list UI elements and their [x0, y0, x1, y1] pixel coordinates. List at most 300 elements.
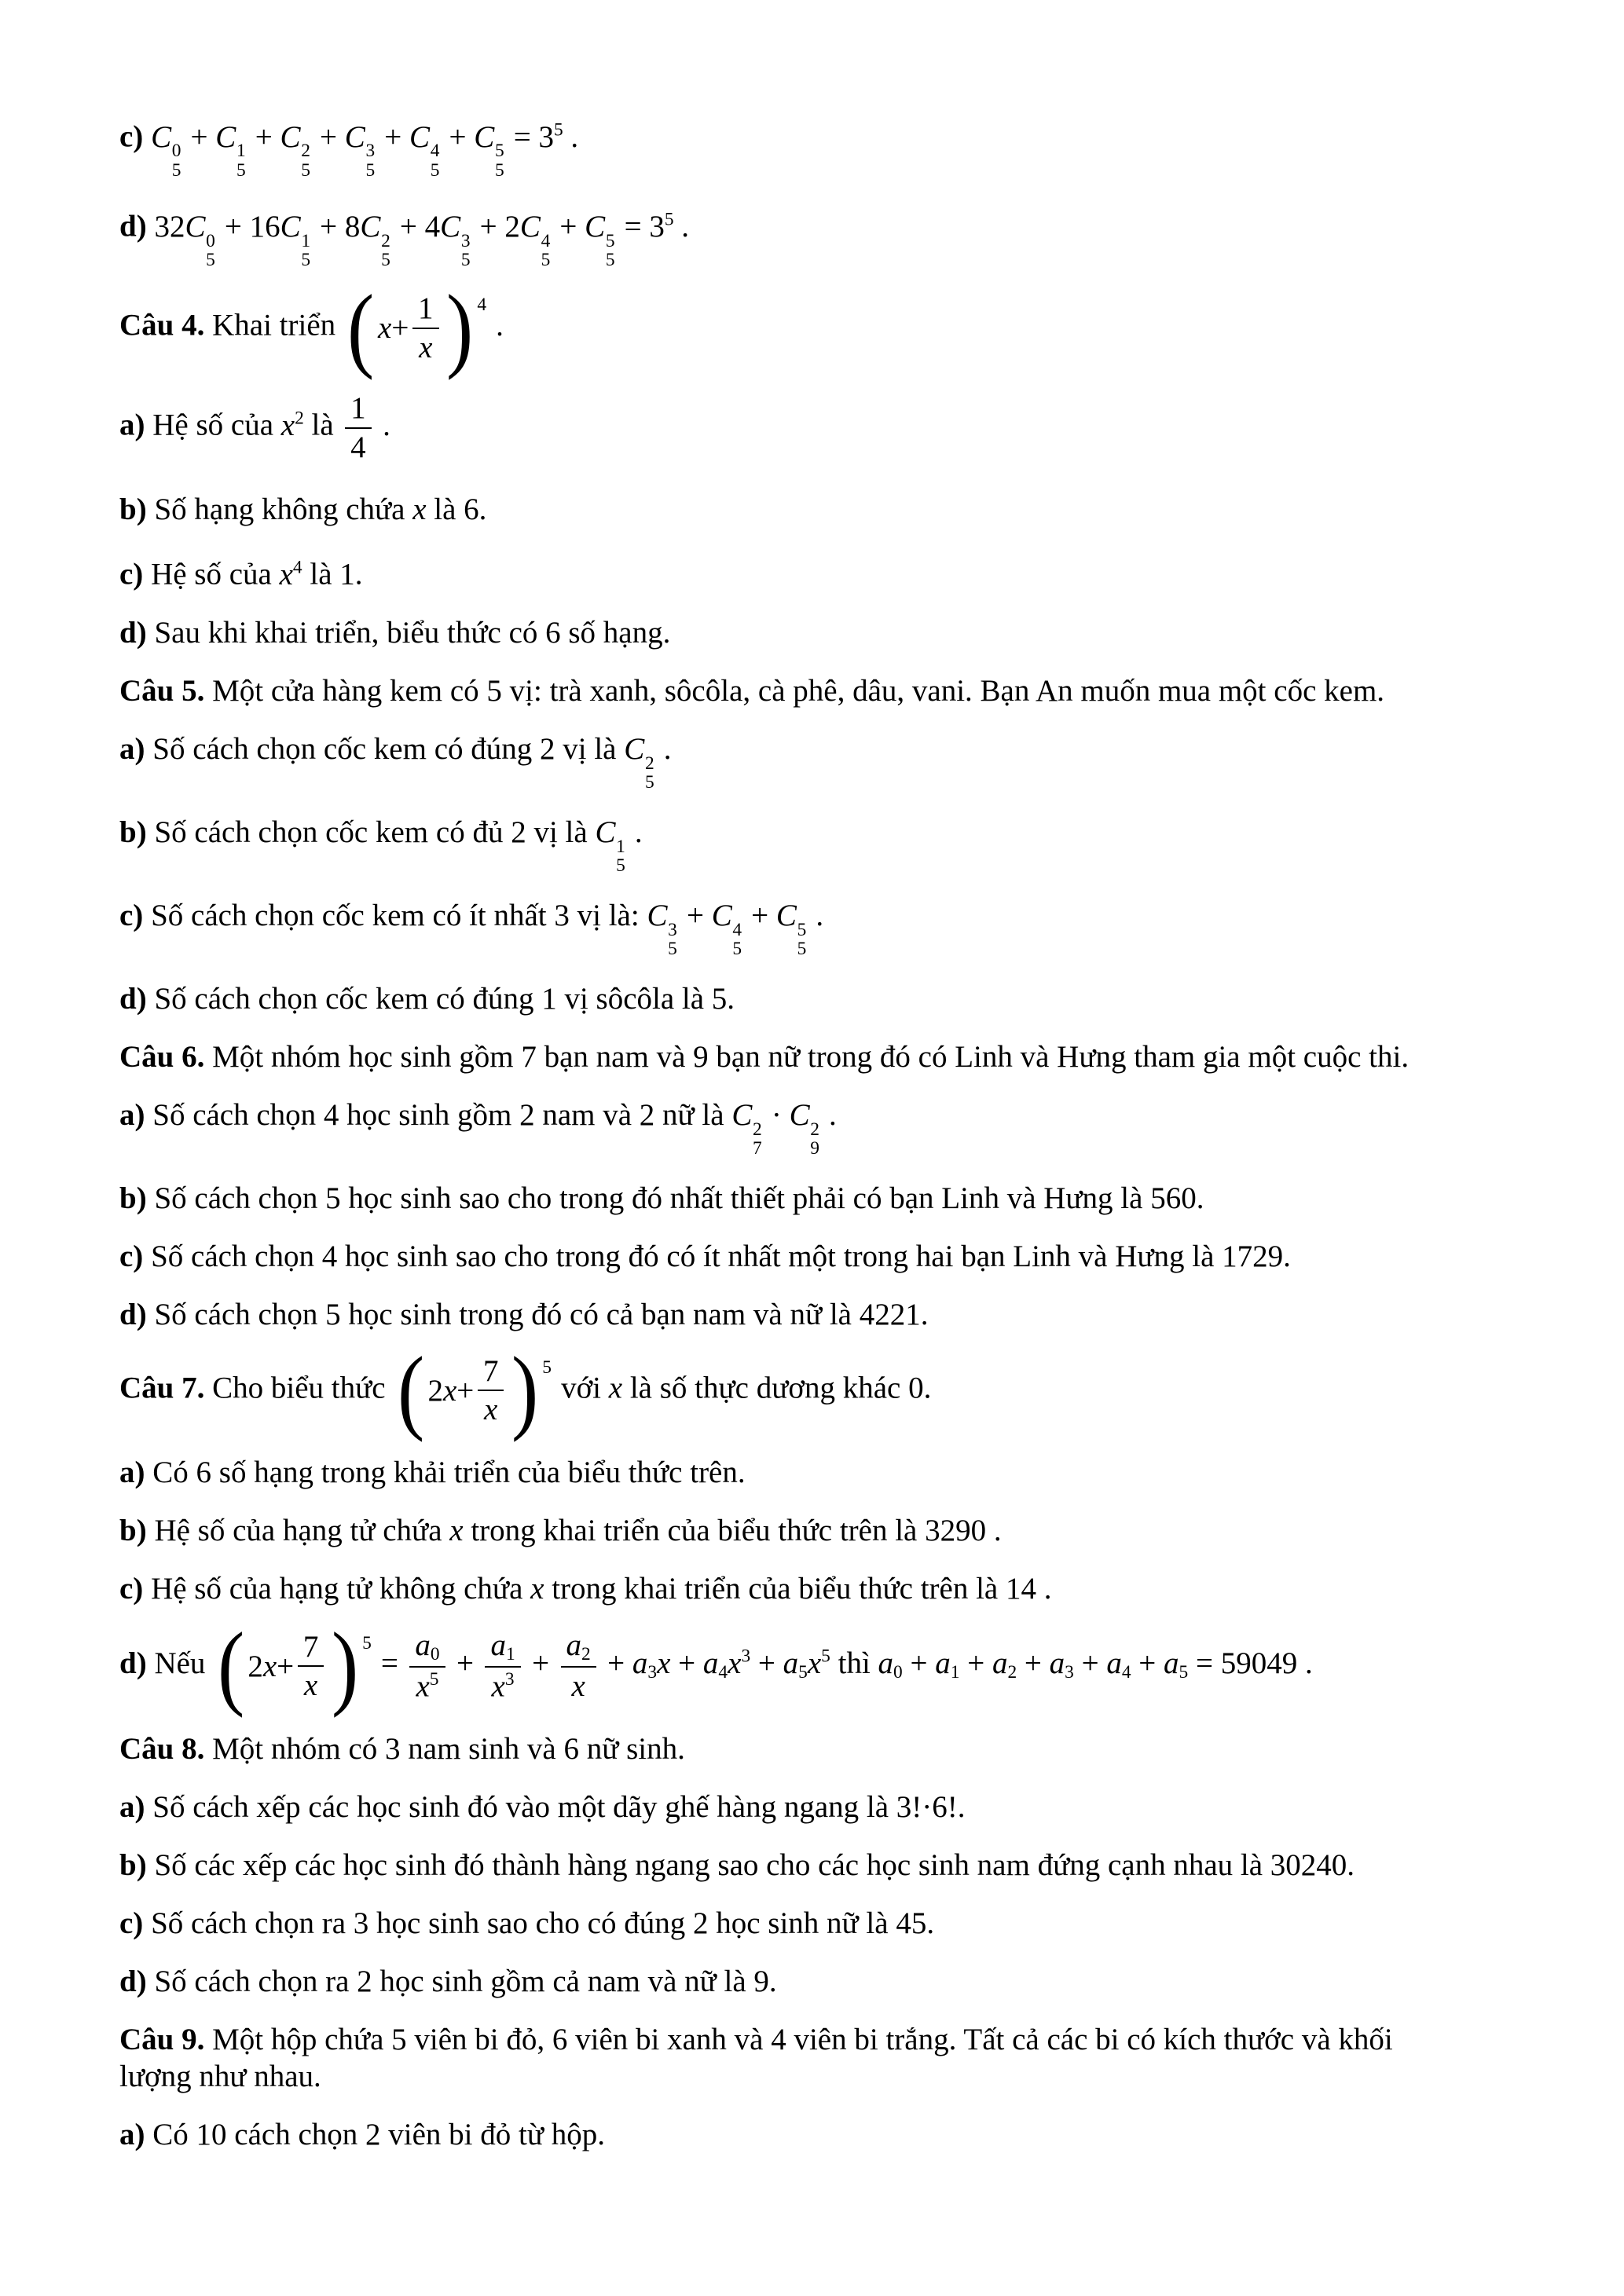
sub-index: 9 [810, 1138, 819, 1159]
label-bold: Câu 5. [119, 673, 205, 708]
sub-index: 5 [460, 250, 471, 271]
math-var: a [702, 1646, 719, 1681]
label-bold: b) [119, 1181, 155, 1215]
subscript: 1 [950, 1661, 960, 1683]
math-text: + [449, 1646, 482, 1681]
text-run: Số cách chọn cốc kem có đúng 1 vị sôcôla là 5. [154, 981, 735, 1016]
text-run: Một nhóm có 3 nam sinh và 6 nữ sinh. [204, 1732, 685, 1767]
label-bold: Câu 8. [119, 1732, 205, 1767]
label-bold: d) [119, 615, 155, 650]
math-run [341, 391, 390, 464]
subscript: 3 [647, 1661, 658, 1683]
math-var: C [585, 209, 606, 244]
math-run [393, 1338, 553, 1444]
cau4-a [119, 391, 1516, 464]
subscript: 0 [893, 1661, 903, 1683]
stacked-indices [753, 1120, 762, 1159]
math-text: + [391, 311, 409, 346]
denominator [345, 429, 372, 465]
math-run [449, 1514, 463, 1547]
stacked-indices [301, 232, 310, 270]
math-text: + [552, 209, 585, 244]
math-run [609, 1371, 622, 1404]
math-run [530, 1572, 544, 1606]
math-text: + 2 [471, 209, 520, 244]
label-bold: a) [119, 1456, 153, 1490]
cau6-d [119, 1296, 1516, 1333]
sub-index: 5 [616, 855, 625, 877]
sub-index: 5 [236, 159, 246, 181]
math-var: x [728, 1646, 742, 1681]
paren-exponent: 5 [542, 1357, 552, 1378]
stacked-indices [236, 141, 246, 180]
math-text: 4 [350, 430, 366, 464]
denominator [485, 1668, 520, 1704]
math-var: x [419, 330, 433, 364]
math-var: x [303, 1668, 318, 1703]
label-bold: Câu 7. [119, 1371, 205, 1405]
label-bold: c) [119, 1906, 152, 1941]
math-var: x [416, 1669, 430, 1704]
label-bold: a) [119, 1790, 153, 1825]
math-var: x [491, 1669, 505, 1704]
math-run [412, 493, 426, 526]
label-bold: b) [119, 1514, 155, 1548]
cau7-a [119, 1454, 1516, 1491]
stacked-indices [732, 921, 742, 959]
stmt-c [119, 112, 1516, 180]
math-var: a [878, 1646, 894, 1681]
cau8-b [119, 1847, 1516, 1884]
stacked-indices [606, 232, 615, 270]
sub-index: 5 [171, 159, 181, 181]
sub-index: 5 [668, 939, 677, 960]
math-text: + 8 [312, 209, 361, 244]
sup-index: 2 [301, 141, 310, 162]
fraction [412, 291, 439, 364]
text-run: Sau khi khai triển, biểu thức có 6 số hạng. [154, 615, 671, 650]
math-var: C [519, 209, 541, 244]
paren-content [247, 1630, 328, 1703]
math-var: C [624, 731, 645, 766]
math-text: + 4 [392, 209, 441, 244]
math-var: x [279, 557, 293, 591]
paren-group: ( 2 x + $\frac{7}{x}$ ) 5 [217, 1613, 372, 1719]
math-var: C [360, 209, 381, 244]
label-bold: d) [119, 209, 155, 244]
math-var: a [1106, 1646, 1122, 1681]
label-bold: d) [119, 981, 155, 1016]
text-run: Một cửa hàng kem có 5 vị: trà xanh, sôcôla, cà phê, dâu, vani. Bạn An muốn mua một cốc kem. [204, 673, 1385, 708]
text-run: Có 6 số hạng trong khải triển của biểu thức trên. [152, 1456, 746, 1490]
subscript: 2 [581, 1644, 591, 1665]
stacked-indices [616, 837, 625, 876]
paren-exponent: 5 [362, 1632, 372, 1653]
math-run [595, 815, 643, 877]
sup-index: 4 [732, 919, 742, 940]
math-var: C [440, 209, 461, 244]
math-var: a [935, 1646, 951, 1681]
sup-index: 1 [616, 836, 625, 857]
text-run: với [553, 1371, 609, 1405]
math-run [647, 898, 824, 960]
label-bold: b) [119, 1848, 155, 1883]
text-run: Số hạng không chứa [154, 493, 413, 527]
math-text: + 16 [217, 209, 280, 244]
cau5-c [119, 897, 1516, 959]
text-run: Hệ số của hạng tử không chứa [151, 1572, 531, 1606]
label-bold: c) [119, 898, 152, 932]
math-var: x [412, 493, 427, 527]
math-text: . [821, 1097, 837, 1132]
denominator [409, 1668, 445, 1704]
math-text: + [1017, 1646, 1050, 1681]
cau8-c [119, 1905, 1516, 1942]
math-var: C [280, 209, 301, 244]
math-text: . [627, 815, 643, 849]
sup-index: 5 [494, 141, 504, 162]
text-run: trong khai triển của biểu thức trên là 3290 . [463, 1514, 1002, 1548]
label-bold: Câu 4. [119, 308, 205, 342]
math-text: + [1131, 1646, 1164, 1681]
numerator [478, 1354, 504, 1392]
sub-index: 7 [753, 1138, 762, 1159]
subscript: 5 [1179, 1661, 1189, 1683]
math-text: + [182, 119, 216, 154]
math-text: . [808, 898, 824, 932]
math-run [213, 1613, 830, 1719]
label-bold: b) [119, 815, 155, 849]
denominator [412, 329, 439, 365]
text-run: Số cách chọn cốc kem có đủ 2 vị là [154, 815, 596, 849]
stacked-indices [301, 141, 310, 180]
text-run: trong khai triển của biểu thức trên là 14 . [544, 1572, 1052, 1606]
stacked-indices [206, 232, 215, 270]
numerator [561, 1628, 596, 1668]
text-run: Số cách chọn ra 3 học sinh sao cho có đúng 2 học sinh nữ là 45. [151, 1906, 935, 1941]
stacked-indices [797, 921, 807, 959]
cau6-title [119, 1038, 1516, 1075]
fraction [409, 1628, 445, 1704]
numerator [485, 1628, 520, 1668]
math-var: C [647, 898, 668, 932]
math-text: . [488, 308, 504, 342]
sup-index: 2 [381, 230, 390, 251]
text-run: Số các xếp các học sinh đó thành hàng ngang sao cho các học sinh nam đứng cạnh nhau là 30240. [154, 1848, 1355, 1883]
math-var: a [490, 1628, 506, 1663]
numerator [409, 1628, 445, 1668]
text-run: Hệ số của [152, 408, 281, 442]
stacked-indices [541, 232, 551, 270]
fraction [485, 1628, 520, 1704]
math-text: = 3 [505, 119, 554, 154]
text-run: Một hộp chứa 5 viên bi đỏ, 6 viên bi xanh và 4 viên bi trắng. Tất cả các bi có kích thước và khối [204, 2023, 1393, 2057]
superscript: 4 [292, 557, 302, 578]
sup-index: 4 [541, 230, 551, 251]
cau8-a [119, 1789, 1516, 1825]
text-run: Hệ số của hạng tử chứa [154, 1514, 450, 1548]
math-run [281, 408, 304, 442]
paren-content [378, 291, 442, 364]
text-run: Nếu [154, 1646, 214, 1681]
sub-index: 5 [732, 939, 742, 960]
math-run [731, 1097, 837, 1159]
cau9-title [119, 2021, 1516, 2095]
math-var: C [151, 119, 172, 154]
denominator [298, 1667, 324, 1703]
label-bold: Câu 9. [119, 2023, 205, 2057]
superscript: 5 [553, 119, 563, 140]
label-bold: c) [119, 557, 152, 591]
cau7-title [119, 1338, 1516, 1444]
math-text: + [902, 1646, 936, 1681]
math-text: 32 [154, 209, 185, 244]
label-bold: c) [119, 119, 152, 154]
text-run: Số cách chọn 5 học sinh trong đó có cả bạn nam và nữ là 4221. [154, 1297, 929, 1331]
math-var: x [571, 1669, 585, 1704]
cau5-b [119, 814, 1516, 876]
text-run: Hệ số của [151, 557, 280, 591]
stacked-indices [810, 1120, 819, 1159]
stacked-indices [461, 232, 471, 270]
math-text: + [679, 898, 712, 932]
cau5-d [119, 980, 1516, 1017]
cau6-b [119, 1180, 1516, 1217]
fraction [561, 1628, 596, 1704]
math-text: + [750, 1646, 783, 1681]
numerator [412, 291, 439, 329]
numerator [345, 391, 372, 429]
math-var: x [442, 1373, 457, 1408]
subscript: 2 [1007, 1661, 1017, 1683]
math-text: + [1073, 1646, 1107, 1681]
math-text: + [312, 119, 345, 154]
label-bold: Câu 6. [119, 1039, 205, 1074]
superscript: 3 [741, 1646, 751, 1667]
cau4-b [119, 491, 1516, 528]
math-run [280, 558, 302, 591]
sup-index: 5 [605, 230, 615, 251]
math-var: a [992, 1646, 1008, 1681]
sup-index: 1 [236, 141, 246, 162]
math-text: + [959, 1646, 992, 1681]
label-bold: d) [119, 1646, 155, 1681]
stacked-indices [381, 232, 390, 270]
text-run: lượng như nhau. [119, 2060, 321, 2094]
math-var: x [807, 1646, 822, 1681]
superscript: 5 [821, 1646, 830, 1667]
math-text: 1 [418, 291, 434, 325]
fraction [478, 1354, 504, 1427]
math-text: + [743, 898, 776, 932]
superscript: 5 [664, 209, 674, 230]
subscript: 4 [718, 1661, 728, 1683]
sup-index: 3 [668, 919, 677, 940]
math-text: 2 [427, 1373, 443, 1408]
math-var: C [185, 209, 206, 244]
math-text: + [247, 119, 280, 154]
text-run: Số cách chọn 4 học sinh sao cho trong đó có ít nhất một trong hai bạn Linh và Hưng là 1729. [151, 1239, 1291, 1273]
stacked-indices [172, 141, 181, 180]
sub-index: 5 [541, 250, 551, 271]
paren-content [427, 1354, 508, 1427]
denominator [561, 1668, 596, 1704]
sup-index: 5 [797, 919, 807, 940]
sub-index: 5 [644, 772, 654, 793]
cau4-c [119, 549, 1516, 593]
math-run [151, 119, 579, 181]
subscript: 0 [430, 1643, 440, 1664]
math-var: x [530, 1572, 544, 1606]
sup-index: 2 [810, 1119, 819, 1140]
stmt-d [119, 201, 1516, 269]
fraction [345, 391, 372, 464]
stacked-indices [668, 921, 677, 959]
text-run: Khai triển [204, 308, 343, 342]
math-text: + [441, 119, 475, 154]
math-text: + [599, 1646, 632, 1681]
subscript: 3 [1065, 1661, 1074, 1683]
text-run: Có 10 cách chọn 2 viên bi đỏ từ hộp. [152, 2118, 605, 2152]
math-var: C [775, 898, 797, 932]
text-run: là [303, 408, 342, 442]
paren-exponent: 4 [477, 295, 487, 316]
math-text: = [373, 1646, 406, 1681]
superscript: 3 [504, 1668, 515, 1690]
denominator [478, 1391, 504, 1427]
sup-index: 0 [206, 230, 215, 251]
math-run [624, 731, 672, 793]
math-var: C [280, 119, 301, 154]
math-text: · [764, 1097, 790, 1132]
sup-index: 2 [753, 1119, 762, 1140]
subscript: 1 [505, 1643, 515, 1664]
label-bold: a) [119, 731, 153, 766]
text-run: thì [830, 1646, 878, 1681]
math-var: C [789, 1097, 810, 1132]
label-bold: d) [119, 1297, 155, 1331]
label-bold: a) [119, 408, 153, 442]
sub-index: 5 [301, 159, 310, 181]
text-run: Số cách chọn ra 2 học sinh gồm cả nam và nữ là 9. [154, 1965, 777, 1999]
math-text: . [655, 731, 672, 766]
math-text: . [563, 119, 579, 154]
label-bold: c) [119, 1239, 152, 1273]
stacked-indices [495, 141, 504, 180]
subscript: 4 [1121, 1661, 1131, 1683]
math-text: 2 [247, 1649, 263, 1683]
math-var: a [566, 1628, 582, 1663]
text-run: Một nhóm học sinh gồm 7 bạn nam và 9 bạn nữ trong đó có Linh và Hưng tham gia một cuộc thi. [204, 1039, 1410, 1074]
math-var: C [595, 815, 616, 849]
text-run: Số cách xếp các học sinh đó vào một dãy ghế hàng ngang là 3!·6!. [152, 1790, 966, 1825]
math-text: . [673, 209, 690, 244]
math-var: x [484, 1393, 498, 1427]
label-bold: b) [119, 493, 155, 527]
text-run: Số cách chọn 4 học sinh gồm 2 nam và 2 nữ là [152, 1097, 732, 1132]
sub-index: 5 [381, 250, 390, 271]
text-run: là 6. [426, 493, 487, 527]
math-text: 1 [350, 391, 366, 426]
sub-index: 5 [206, 250, 215, 271]
math-var: x [280, 408, 295, 442]
math-var: a [415, 1628, 431, 1663]
math-text: + [376, 119, 409, 154]
cau7-b [119, 1512, 1516, 1549]
math-text: = 3 [616, 209, 665, 244]
sup-index: 4 [430, 141, 440, 162]
text-run: Số cách chọn cốc kem có ít nhất 3 vị là: [151, 898, 647, 932]
stacked-indices [431, 141, 440, 180]
math-text: . [375, 408, 390, 442]
math-var: a [632, 1646, 648, 1681]
sup-index: 0 [171, 141, 181, 162]
sup-index: 1 [301, 230, 311, 251]
math-text: + [277, 1649, 295, 1683]
math-text: = 59049 . [1188, 1646, 1313, 1681]
math-var: a [1164, 1646, 1179, 1681]
label-bold: d) [119, 1965, 155, 1999]
cau8-d [119, 1963, 1516, 2000]
sub-index: 5 [301, 250, 311, 271]
math-run [878, 1646, 1313, 1683]
math-run [343, 275, 504, 381]
label-bold: c) [119, 1572, 152, 1606]
math-var: a [783, 1646, 799, 1681]
math-text: 7 [302, 1629, 319, 1664]
label-bold: a) [119, 2118, 153, 2152]
math-var: a [1049, 1646, 1065, 1681]
math-var: x [608, 1371, 623, 1405]
cau5-a [119, 731, 1516, 793]
fraction [298, 1630, 324, 1703]
sub-index: 5 [430, 159, 440, 181]
math-run [154, 209, 690, 271]
sub-index: 5 [365, 159, 376, 181]
math-var: C [409, 119, 431, 154]
text-run: Số cách chọn cốc kem có đúng 2 vị là [152, 731, 625, 766]
cau5-title [119, 672, 1516, 709]
math-var: C [711, 898, 732, 932]
cau6-a [119, 1097, 1516, 1159]
cau8-title [119, 1730, 1516, 1767]
cau4-d [119, 614, 1516, 651]
math-var: C [344, 119, 365, 154]
math-var: x [262, 1649, 277, 1683]
sup-index: 2 [644, 753, 654, 774]
sub-index: 5 [605, 250, 615, 271]
text-run: Số cách chọn 5 học sinh sao cho trong đó nhất thiết phải có bạn Linh và Hưng là 560. [154, 1181, 1204, 1215]
numerator [298, 1630, 324, 1668]
math-var: x [378, 311, 392, 346]
sup-index: 3 [460, 230, 471, 251]
stacked-indices [365, 141, 375, 180]
text-run: là 1. [302, 557, 363, 591]
math-var: C [474, 119, 495, 154]
paren-group: ( 2 x + $\frac{7}{x}$ ) 5 [397, 1338, 552, 1444]
cau4-title [119, 275, 1516, 381]
math-text: 7 [482, 1353, 499, 1388]
sub-index: 5 [797, 939, 807, 960]
math-text: + [524, 1646, 557, 1681]
math-text: + [456, 1373, 475, 1408]
cau7-d [119, 1613, 1516, 1719]
text-run: Cho biểu thức [204, 1371, 394, 1405]
superscript: 2 [295, 408, 304, 429]
cau7-c [119, 1570, 1516, 1607]
math-var: x [449, 1514, 464, 1548]
math-text: + [670, 1646, 703, 1681]
